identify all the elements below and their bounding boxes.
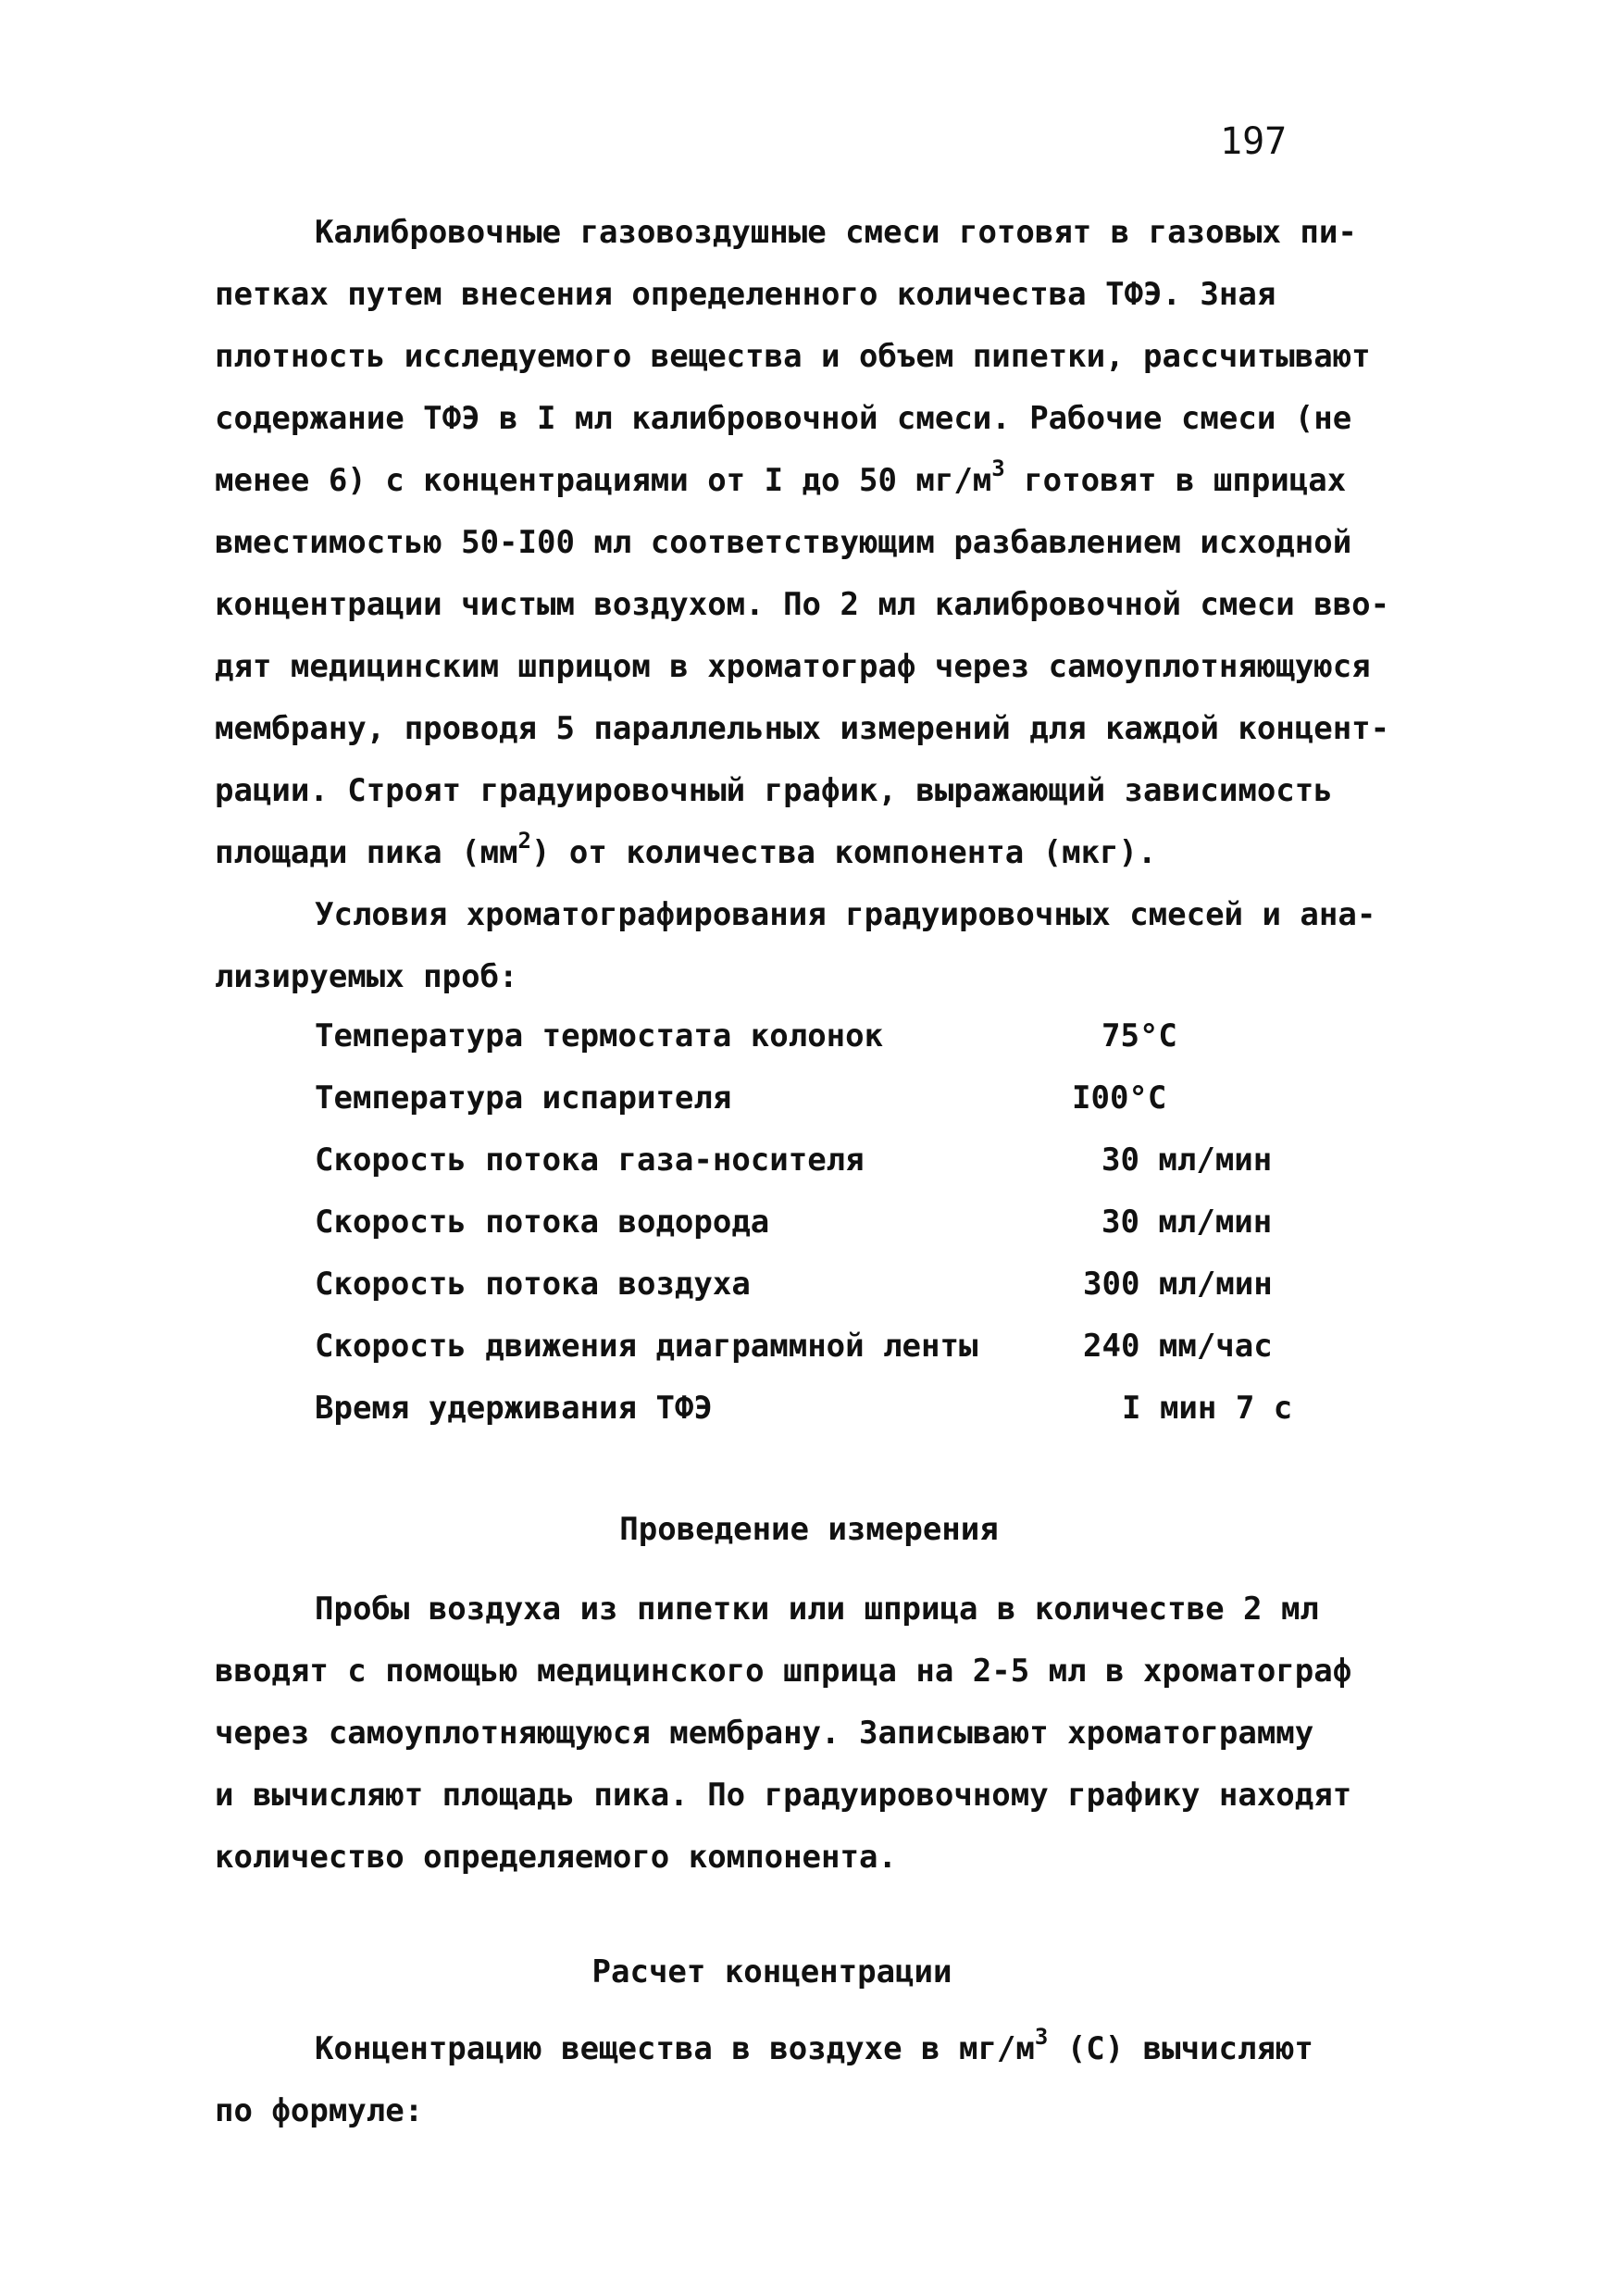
condition-row xyxy=(315,1067,1333,1129)
condition-value: 75°С xyxy=(1101,1017,1177,1054)
section-heading-calculation: Расчет концентрации xyxy=(591,1953,952,1990)
condition-label: Температура термостата колонок xyxy=(315,1017,884,1054)
conditions-table xyxy=(315,1005,1333,1440)
text-line: вводят с помощью медицинского шприца на 2-5 мл в хроматограф xyxy=(215,1653,1352,1690)
text-line: Пробы воздуха из пипетки или шприца в количестве 2 мл xyxy=(315,1591,1319,1628)
text-line: содержание ТФЭ в I мл калибровочной смеси. Рабочие смеси (не xyxy=(215,400,1352,437)
text-fragment: готовят в шприцах xyxy=(1004,462,1347,499)
condition-row xyxy=(315,1192,1333,1254)
condition-label: Температура испарителя xyxy=(315,1079,732,1117)
condition-label: Скорость потока воздуха xyxy=(315,1266,751,1303)
superscript: 3 xyxy=(1034,2023,1049,2050)
page-number: 197 xyxy=(1220,120,1288,163)
text-fragment: Концентрацию вещества в воздухе в мг/м xyxy=(315,2030,1035,2067)
text-fragment: площади пика (мм xyxy=(215,834,518,871)
condition-row xyxy=(315,1005,1333,1067)
text-line: вместимостью 50-I00 мл соответствующим разбавлением исходной xyxy=(215,524,1352,561)
text-line: петках путем внесения определенного количества ТФЭ. Зная xyxy=(215,276,1276,313)
text-line xyxy=(215,450,1409,512)
text-fragment: (С) вычисляют xyxy=(1048,2030,1313,2067)
condition-label: Скорость движения диаграммной ленты xyxy=(315,1328,978,1365)
condition-value: I мин 7 с xyxy=(1122,1390,1293,1427)
condition-value: 300 мл/мин xyxy=(1083,1266,1273,1303)
superscript: 3 xyxy=(991,455,1005,481)
text-line xyxy=(215,2018,1409,2080)
text-line: рации. Строят градуировочный график, выражающий зависимость xyxy=(215,772,1333,809)
text-line: Условия хроматографирования градуировочных смесей и ана- xyxy=(315,896,1376,933)
text-line: Калибровочные газовоздушные смеси готовят в газовых пи- xyxy=(315,214,1357,251)
condition-label: Скорость потока водорода xyxy=(315,1204,770,1241)
conditions-intro xyxy=(215,884,1409,1008)
text-line: плотность исследуемого вещества и объем пипетки, рассчитывают xyxy=(215,338,1371,375)
condition-label: Скорость потока газа-носителя xyxy=(315,1142,865,1179)
condition-row xyxy=(315,1316,1333,1378)
text-line: через самоуплотняющуюся мембрану. Записывают хроматограмму xyxy=(215,1715,1314,1752)
condition-value: I00°С xyxy=(1072,1079,1167,1117)
text-line: концентрации чистым воздухом. По 2 мл калибровочной смеси вво- xyxy=(215,586,1390,623)
text-fragment: менее 6) с концентрациями от I до 50 мг/м xyxy=(215,462,992,499)
condition-label: Время удерживания ТФЭ xyxy=(315,1390,713,1427)
section-heading-measurement: Проведение измерения xyxy=(619,1511,999,1548)
intro-paragraph xyxy=(215,202,1409,884)
calculation-paragraph xyxy=(215,2018,1409,2142)
text-line: лизируемых проб: xyxy=(215,958,518,995)
condition-row xyxy=(315,1129,1333,1192)
text-line xyxy=(215,822,1409,884)
condition-value: 30 мл/мин xyxy=(1101,1204,1273,1241)
condition-row xyxy=(315,1378,1333,1440)
condition-value: 30 мл/мин xyxy=(1101,1142,1273,1179)
text-line: дят медицинским шприцом в хроматограф через самоуплотняющуюся xyxy=(215,648,1371,685)
text-line: мембрану, проводя 5 параллельных измерений для каждой концент- xyxy=(215,710,1390,747)
text-line: по формуле: xyxy=(215,2092,424,2129)
condition-value: 240 мм/час xyxy=(1083,1328,1273,1365)
measurement-paragraph xyxy=(215,1578,1409,1889)
text-fragment: ) от количества компонента (мкг). xyxy=(530,834,1157,871)
text-line: количество определяемого компонента. xyxy=(215,1839,897,1876)
superscript: 2 xyxy=(517,827,531,854)
text-line: и вычисляют площадь пика. По градуировочному графику находят xyxy=(215,1777,1352,1814)
condition-row xyxy=(315,1254,1333,1316)
